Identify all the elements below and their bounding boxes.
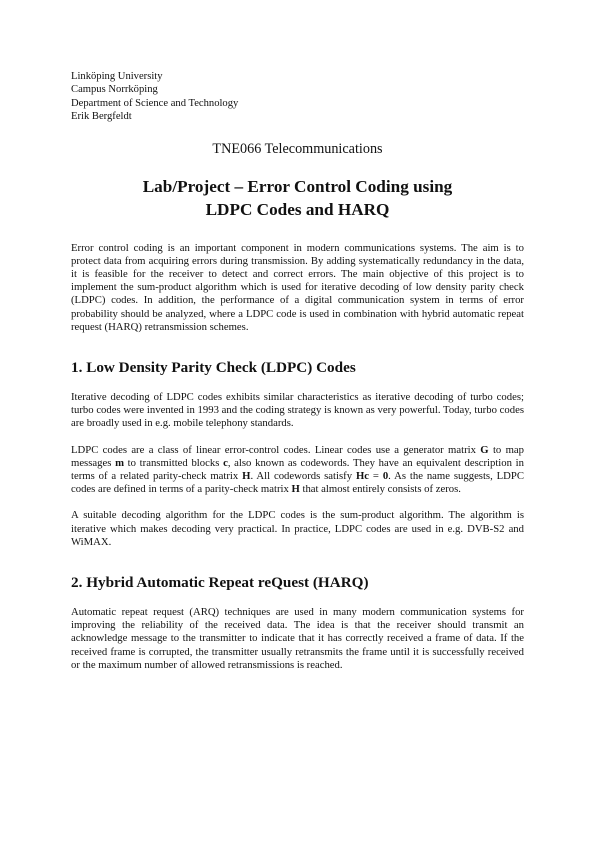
equation-hc: Hc (355, 470, 369, 483)
section-1-paragraph-2 (71, 444, 524, 497)
campus-name: Campus Norrköping (71, 84, 158, 96)
text-run: , also known as codewords. They have an equivalent description in terms of a related parity-check matrix (71, 456, 524, 483)
author-name: Erik Bergfeldt (71, 111, 132, 123)
matrix-h: H (242, 470, 251, 483)
text-run: . All codewords satisfy (250, 470, 356, 483)
text-run: that almost entirely consists of zeros. (299, 483, 461, 496)
title-line-2: LDPC Codes and HARQ (205, 199, 390, 219)
matrix-h: H (291, 483, 300, 496)
title-line-1: Lab/Project – Error Control Coding using (142, 176, 453, 196)
matrix-g: G (480, 443, 489, 456)
department-name: Department of Science and Technology (71, 97, 239, 109)
section-1-paragraph-3: A suitable decoding algorithm for the LDPC codes is the sum-product algorithm. The algorithm is iterative which makes decoding very practical. In practice, LDPC codes are used in e.g. DVB-S2 and WiMAX. (71, 509, 524, 548)
zero-vector: 0 (382, 470, 389, 483)
text-run: to transmitted blocks (123, 456, 224, 469)
affiliation-block (71, 70, 524, 124)
text-run: . As the name suggests, LDPC codes are defined in terms of a parity-check matrix (71, 470, 524, 496)
vector-m: m (115, 456, 124, 469)
section-2-paragraph-1: Automatic repeat request (ARQ) techniques are used in many modern communication systems for improving the reliability of the received data. The idea is that the receiver should transmit an acknowledge message to the transmitter to indicate that it has correctly received a frame of data. If the received frame is corrupted, the transmitter usually retransmits the frame until it is successfully received or the maximum number of allowed retransmissions is reached. (71, 606, 524, 671)
text-run: LDPC codes are a class of linear error-control codes. Linear codes use a generator matrix (71, 443, 481, 456)
section-1-heading: 1. Low Density Parity Check (LDPC) Codes (71, 359, 356, 377)
abstract-paragraph: Error control coding is an important component in modern communications systems. The aim is to protect data from acquiring errors during transmission. By adding systematically redundancy in the data, it is feasible for the receiver to detect and correct errors. The main objective of this project is to implement the sum-product algorithm which is used for iterative decoding of low density parity check (LDPC) codes. In addition, the performance of a digital communication system in terms of error probability should be analyzed, where a LDPC code is used in combination with hybrid automatic repeat request (HARQ) retransmission schemes. (71, 241, 524, 333)
equation-equals: = (369, 470, 383, 483)
university-name: Linköping University (71, 71, 163, 82)
section-2-heading: 2. Hybrid Automatic Repeat reQuest (HARQ) (71, 574, 369, 592)
course-title: TNE066 Telecommunications (212, 140, 383, 157)
section-1-paragraph-1: Iterative decoding of LDPC codes exhibits similar characteristics as iterative decoding of turbo codes; turbo codes were invented in 1993 and the coding strategy is known as very powerful. Today, turbo codes are broadly used in e.g. mobile telephony standards. (71, 391, 524, 430)
text-run: to map messages (71, 443, 525, 469)
vector-c: c (223, 456, 228, 469)
document-title (71, 175, 524, 221)
